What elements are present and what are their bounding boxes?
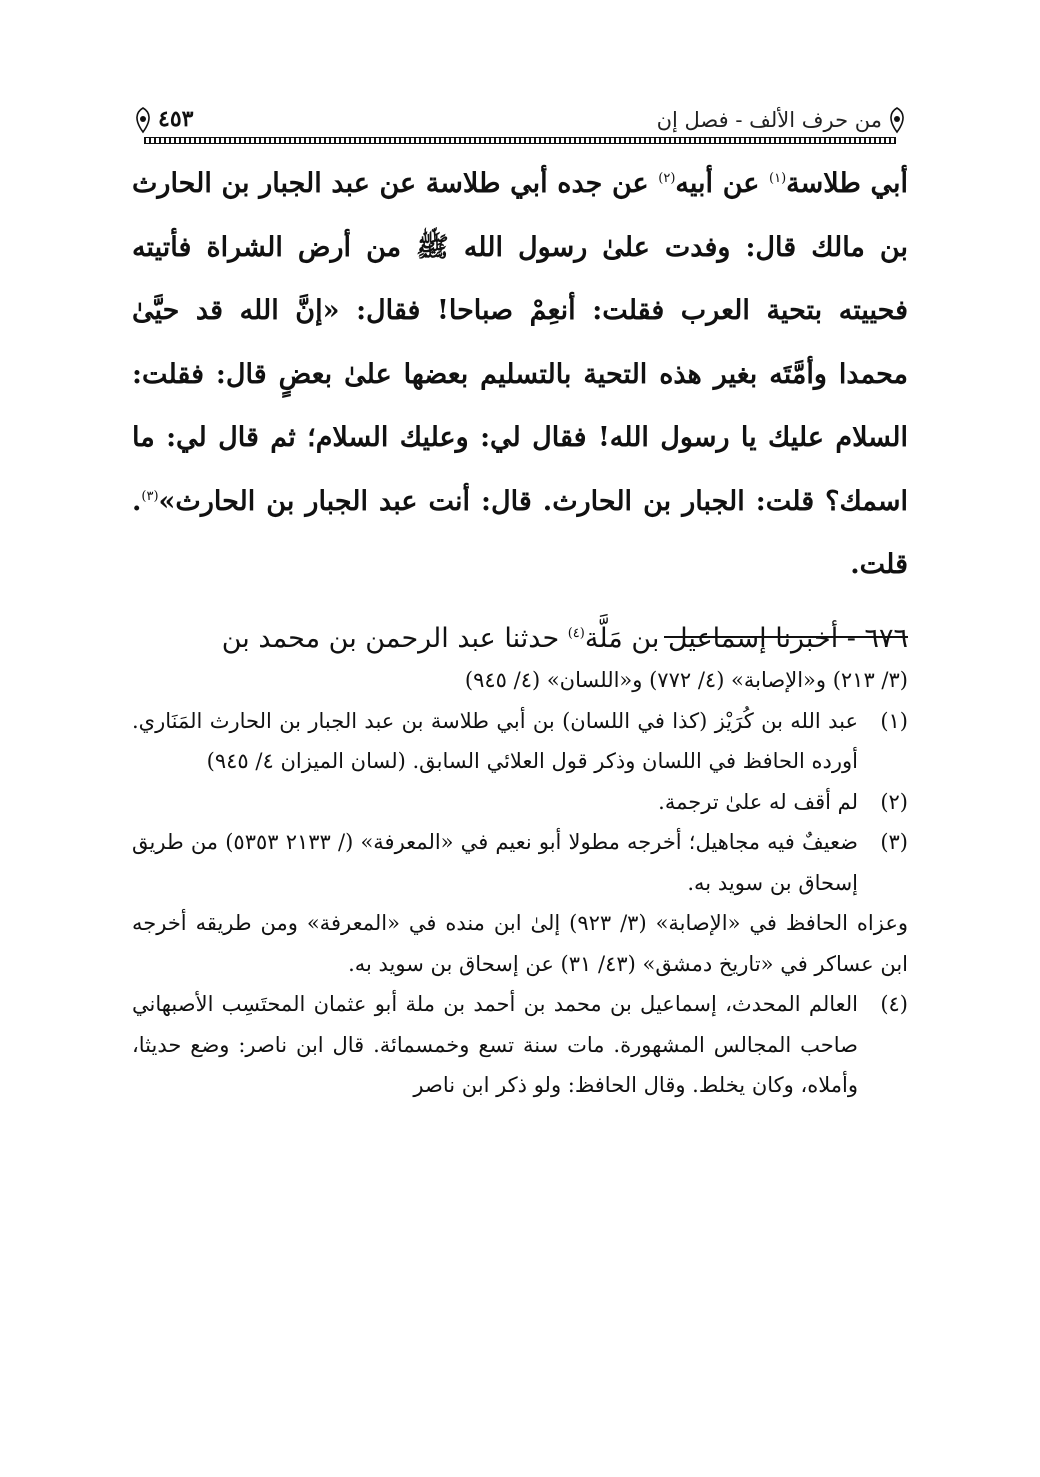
footnote-3 [132,822,908,903]
body-text: عن أبيه [675,168,769,199]
footnote-continuation: (٣/ ٢١٣) و«الإصابة» (٤/ ٧٧٢) و«اللسان» (٤/ ٩٤٥) [464,668,908,692]
footnote-number: (٢) [880,789,908,814]
body-text: أبي طلاسة [786,168,909,199]
footnote-separator [664,636,908,638]
footnote-2 [132,782,908,823]
body-text: عن جده أبي طلاسة عن عبد الجبار بن الحارث بن مالك قال: وفدت علىٰ رسول الله ﷺ من أرض الشراة فأتيته فحييته بتحية العرب فقلت: أنعِمْ صباحا! فقال: «إنَّ الله قد حيَّىٰ محمدا وأمَّتَه بغير هذه التحية بالتسليم بعضها علىٰ بعضٍ قال: فقلت: السلام عليك يا رسول الله! فقال لي: وعليك السلام؛ ثم قال لي: ما اسمك؟ قلت: الجبار بن الحارث. قال: أنت عبد الجبار بن الحارث» [132,168,908,517]
footnote-ref[interactable]: (٤) [567,625,585,641]
page-number: ٤٥٣ [158,106,194,132]
footnotes [132,660,908,1106]
entry-text: ٦٧٦ - أخبرنا إسماعيل بن مَلَّة [584,622,908,654]
body-text: . قلت. [132,485,908,580]
footnote-ref[interactable]: (٣) [141,488,159,504]
footnote-text: العالم المحدث، إسماعيل بن محمد بن أحمد بن ملة أبو عثمان المحتَسِب الأصبهاني صاحب المجالس المشهورة. مات سنة تسع وخمسمائة. قال ابن ناصر: وضع حديثا، وأملاه، وكان يخلط. وقال الحافظ: ولو ذكر ابن ناصر [132,992,858,1097]
main-text [132,152,908,670]
footnote-number: (٣) [880,830,908,854]
hadith-paragraph [132,152,908,597]
footnote-text: ضعيفٌ فيه مجاهيل؛ أخرجه مطولا أبو نعيم في «المعرفة» (/ ٢١٣٣ ٥٣٥٣) من طريق إسحاق بن سويد به. [132,830,858,895]
footnote-ref[interactable]: (١) [769,171,787,186]
running-header [130,100,910,144]
footnote-ref[interactable]: (٢) [658,171,676,186]
footnote-3-continuation: وعزاه الحافظ في «الإصابة» (٣/ ٩٢٣) إلىٰ ابن منده في «المعرفة» ومن طريقه أخرجه ابن عساكر في «تاريخ دمشق» (٤٣/ ٣١) عن إسحاق بن سويد به. [132,911,908,976]
footnote-number: (١) [880,708,908,733]
footnote-1 [132,701,908,782]
header-title: من حرف الألف - فصل إن [656,108,882,132]
footnote-number: (٤) [880,992,908,1016]
ornament-icon [130,106,156,134]
footnote-4 [132,984,908,1106]
ornament-icon [884,106,910,134]
footnote-text: لم أقف له علىٰ ترجمة. [658,789,858,814]
entry-text: حدثنا عبد الرحمن بن محمد بن [221,622,568,654]
footnote-text: عبد الله بن كُرَيْز (كذا في اللسان) بن أبي طلاسة بن عبد الجبار بن الحارث المَنَاري. أورده الحافظ في اللسان وذكر قول العلائي السابق. (لسان الميزان ٤/ ٩٤٥) [132,708,858,773]
header-rule [144,137,896,144]
